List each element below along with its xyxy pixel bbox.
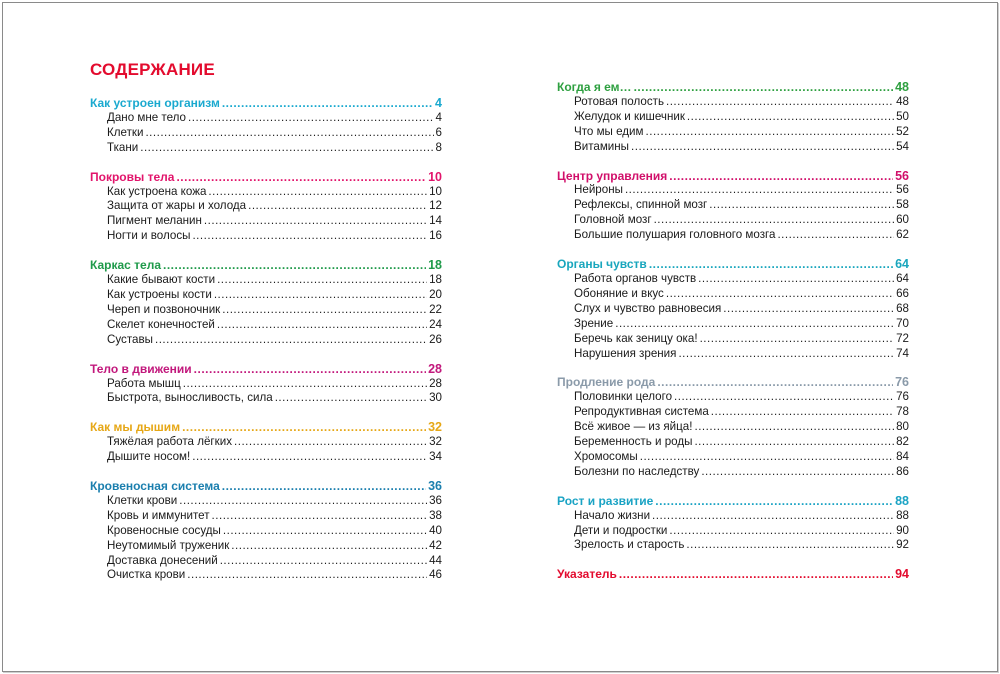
toc-entry-title: Скелет конечностей [107,317,215,331]
toc-entry-title: Ногти и волосы [107,229,191,243]
toc-entry [90,539,442,554]
dot-leader [709,198,894,213]
toc-entry [557,272,909,287]
dot-leader [631,140,894,155]
toc-section-heading-title: Указатель [557,567,617,582]
toc-entry [90,318,442,333]
toc-entry-title: Ротовая полость [574,94,664,108]
toc-entry-title: Головной мозг [574,213,652,227]
toc-entry-page: 26 [429,332,442,346]
toc-entry-page: 82 [896,435,909,449]
toc-entry [90,126,442,141]
toc-entry [90,391,442,406]
dot-leader [163,258,426,273]
toc-section [90,362,442,407]
toc-entry [557,125,909,140]
dot-leader [192,450,427,465]
toc-section-heading-page: 48 [895,80,909,94]
dot-leader [188,111,434,126]
toc-entry-title: Клетки [107,125,144,139]
dot-leader [220,554,427,569]
toc-section-heading-page: 32 [428,420,442,435]
toc-entry-page: 10 [429,184,442,198]
toc-section [90,170,442,245]
toc-entry [90,273,442,288]
toc-entry-page: 92 [896,538,909,552]
toc-section-heading-title: Продление рода [557,375,656,390]
dot-leader [649,257,893,272]
toc-section [557,375,909,479]
dot-leader [694,435,894,450]
toc-section-heading-page: 94 [895,567,909,582]
toc-entry [90,435,442,450]
dot-leader [179,494,427,509]
dot-leader [145,126,433,141]
toc-entry-title: Дано мне тело [107,110,186,124]
toc-entry [90,229,442,244]
toc-entry [557,465,909,480]
dot-leader [619,567,893,582]
toc-entry-title: Витамины [574,139,630,153]
toc-entry-page: 86 [896,464,909,478]
dot-leader [686,538,894,553]
toc-entry-title: Зрение [574,316,614,330]
toc-entry [90,494,442,509]
toc-entry-page: 44 [429,553,442,567]
dot-leader [657,375,893,390]
toc-section-heading-title: Тело в движении [90,361,192,376]
toc-entry [90,568,442,583]
toc-section-heading-title: Рост и развитие [557,493,654,508]
toc-entry-title: Обоняние и вкус [574,286,664,300]
toc-entry-page: 22 [429,302,442,316]
dot-leader [214,288,427,303]
toc-entry-page: 56 [896,183,909,197]
toc-entry-title: Суставы [107,332,153,346]
dot-leader [187,568,427,583]
toc-entry [557,213,909,228]
dot-leader [183,377,427,392]
toc-entry-title: Череп и позвоночник [107,302,221,316]
toc-entry [557,524,909,539]
toc-entry-page: 60 [896,213,909,227]
dot-leader [646,125,895,140]
toc-section [90,420,442,465]
toc-section [557,567,909,582]
toc-section-heading-title: Покровы тела [90,169,175,184]
dot-leader [654,213,895,228]
toc-entry-page: 18 [429,273,442,287]
toc-entry [557,228,909,243]
toc-entry-title: Пигмент меланин [107,214,202,228]
toc-section-heading-page: 28 [428,361,442,376]
dot-leader [669,524,894,539]
toc-entry-page: 80 [896,420,909,434]
toc-entry-page: 70 [896,316,909,330]
dot-leader [777,228,894,243]
toc-entry-title: Начало жизни [574,508,651,522]
toc-entry-page: 90 [896,523,909,537]
toc-entry-page: 50 [896,109,909,123]
toc-entry-title: Нарушения зрения [574,346,677,360]
toc-section-heading-title: Как мы дышим [90,420,181,435]
toc-entry-title: Работа органов чувств [574,271,697,285]
toc-entry-title: Очистка крови [107,568,186,582]
toc-entry [557,450,909,465]
page-title: СОДЕРЖАНИЕ [90,60,215,79]
toc-entry-page: 88 [896,508,909,522]
toc-section-heading [90,362,442,377]
dot-leader [711,405,894,420]
dot-leader [223,524,427,539]
toc-entry [90,524,442,539]
toc-entry-page: 30 [429,391,442,405]
toc-column-right [557,80,909,596]
toc-entry-title: Рефлексы, спинной мозг [574,198,708,212]
toc-entry-page: 8 [435,140,442,154]
toc-entry-page: 74 [896,346,909,360]
toc-entry-title: Дышите носом! [107,450,191,464]
toc-section-heading-title: Центр управления [557,168,668,183]
toc-entry-page: 68 [896,301,909,315]
dot-leader [176,170,426,185]
toc-section-heading [90,420,442,435]
toc-entry-page: 62 [896,228,909,242]
toc-entry [557,390,909,405]
toc-section-heading-page: 76 [895,375,909,390]
toc-entry-page: 24 [429,317,442,331]
toc-entry-page: 38 [429,508,442,522]
toc-entry-page: 40 [429,523,442,537]
dot-leader [212,509,428,524]
toc-entry-page: 16 [429,229,442,243]
toc-entry-page: 34 [429,450,442,464]
toc-entry [557,538,909,553]
toc-entry-title: Защита от жары и холода [107,199,247,213]
toc-entry-title: Как устроена кожа [107,184,207,198]
toc-entry-title: Что мы едим [574,124,644,138]
toc-entry [557,287,909,302]
dot-leader [248,199,427,214]
toc-entry-title: Репродуктивная система [574,405,709,419]
toc-entry-page: 46 [429,568,442,582]
dot-leader [275,391,427,406]
dot-leader [698,272,894,287]
toc-entry [90,377,442,392]
toc-section-heading [90,96,442,111]
dot-leader [700,332,895,347]
toc-entry-title: Как устроены кости [107,287,212,301]
dot-leader [231,539,427,554]
dot-leader [217,273,427,288]
toc-entry-page: 54 [896,139,909,153]
toc-entry-title: Какие бывают кости [107,273,216,287]
toc-entry-title: Всё живое — из яйца! [574,420,693,434]
dot-leader [155,333,427,348]
dot-leader [217,318,427,333]
toc-entry [90,288,442,303]
dot-leader [140,141,433,156]
toc-entry [90,554,442,569]
toc-entry-page: 32 [429,435,442,449]
toc-entry-page: 12 [429,199,442,213]
toc-entry [557,110,909,125]
toc-entry-page: 78 [896,405,909,419]
toc-entry-title: Беременность и роды [574,435,693,449]
toc-entry-title: Нейроны [574,183,623,197]
toc-entry-page: 14 [429,214,442,228]
toc-section [557,257,909,361]
toc-entry-title: Неутомимый труженик [107,538,230,552]
toc-entry-page: 84 [896,449,909,463]
toc-section-heading [557,257,909,272]
toc-entry-page: 20 [429,287,442,301]
toc-section-heading [90,258,442,273]
toc-entry-page: 6 [435,125,442,139]
toc-entry [90,214,442,229]
toc-section-heading-title: Каркас тела [90,258,162,273]
dot-leader [669,169,893,184]
dot-leader [723,302,894,317]
toc-section-heading [557,169,909,184]
toc-section-heading [557,567,909,582]
toc-entry-title: Беречь как зеницу ока! [574,331,698,345]
dot-leader [640,450,894,465]
toc-entry-title: Тяжёлая работа лёгких [107,435,232,449]
toc-entry-page: 48 [896,94,909,108]
toc-section-heading-title: Когда я ем… [557,80,632,94]
toc-column-left [90,96,442,597]
toc-section [557,169,909,244]
toc-section [90,258,442,347]
dot-leader [678,347,894,362]
toc-entry-page: 4 [435,110,442,124]
toc-entry [90,141,442,156]
toc-section [90,96,442,156]
toc-entry [557,140,909,155]
toc-entry [557,405,909,420]
dot-leader [701,465,894,480]
toc-entry [557,302,909,317]
toc-entry [90,111,442,126]
toc-entry [557,198,909,213]
toc-entry [557,420,909,435]
toc-section-heading-page: 10 [428,169,442,184]
toc-entry-title: Зрелость и старость [574,538,685,552]
toc-section-heading [90,170,442,185]
dot-leader [208,185,427,200]
toc-section [90,479,442,583]
toc-entry [90,199,442,214]
toc-entry-title: Большие полушария головного мозга [574,228,776,242]
toc-entry [90,185,442,200]
toc-entry-title: Кровь и иммунитет [107,508,210,522]
toc-entry-page: 76 [896,390,909,404]
toc-entry [557,332,909,347]
toc-entry [557,317,909,332]
dot-leader [194,362,426,377]
toc-entry [90,450,442,465]
dot-leader [694,420,894,435]
toc-entry-title: Слух и чувство равновесия [574,301,722,315]
dot-leader [615,317,894,332]
toc-entry-page: 64 [896,271,909,285]
toc-entry [557,509,909,524]
toc-entry [90,333,442,348]
toc-entry-title: Кровеносные сосуды [107,523,221,537]
toc-entry-title: Болезни по наследству [574,464,700,478]
dot-leader [192,229,427,244]
dot-leader [666,287,894,302]
toc-section-heading-title: Как устроен организм [90,96,220,110]
dot-leader [222,303,427,318]
dot-leader [666,95,894,110]
toc-section-heading-page: 88 [895,493,909,508]
toc-section-heading [557,80,909,95]
dot-leader [234,435,427,450]
dot-leader [674,390,894,405]
dot-leader [182,420,426,435]
toc-section-heading-page: 36 [428,479,442,494]
toc-entry-title: Доставка донесений [107,553,218,567]
toc-entry-page: 28 [429,376,442,390]
toc-entry-page: 36 [429,493,442,507]
dot-leader [687,110,894,125]
toc-section-heading [557,375,909,390]
toc-entry [90,509,442,524]
dot-leader [652,509,894,524]
toc-section-heading-page: 4 [435,96,442,110]
dot-leader [655,494,893,509]
dot-leader [222,479,426,494]
toc-section-heading-page: 64 [895,257,909,272]
toc-entry-page: 58 [896,198,909,212]
toc-entry-page: 42 [429,538,442,552]
toc-entry-title: Клетки крови [107,493,178,507]
dot-leader [222,96,433,111]
toc-entry [90,303,442,318]
toc-entry-title: Ткани [107,140,139,154]
toc-section [557,80,909,155]
toc-entry-page: 52 [896,124,909,138]
toc-entry [557,435,909,450]
toc-section-heading-page: 56 [895,168,909,183]
toc-entry-title: Желудок и кишечник [574,109,685,123]
dot-leader [625,183,894,198]
dot-leader [204,214,427,229]
toc-entry-title: Быстрота, выносливость, сила [107,391,273,405]
toc-section-heading-page: 18 [428,258,442,273]
toc-entry-page: 66 [896,286,909,300]
toc-entry-title: Работа мышц [107,376,181,390]
toc-entry [557,95,909,110]
toc-entry-title: Половинки целого [574,390,673,404]
toc-section-heading-title: Кровеносная система [90,479,220,494]
toc-section-heading [557,494,909,509]
toc-section-heading [90,479,442,494]
toc-section [557,494,909,554]
toc-entry [557,347,909,362]
toc-entry [557,183,909,198]
toc-section-heading-title: Органы чувств [557,257,647,272]
dot-leader [634,80,894,95]
toc-entry-title: Дети и подростки [574,523,668,537]
toc-entry-page: 72 [896,331,909,345]
toc-entry-title: Хромосомы [574,449,638,463]
